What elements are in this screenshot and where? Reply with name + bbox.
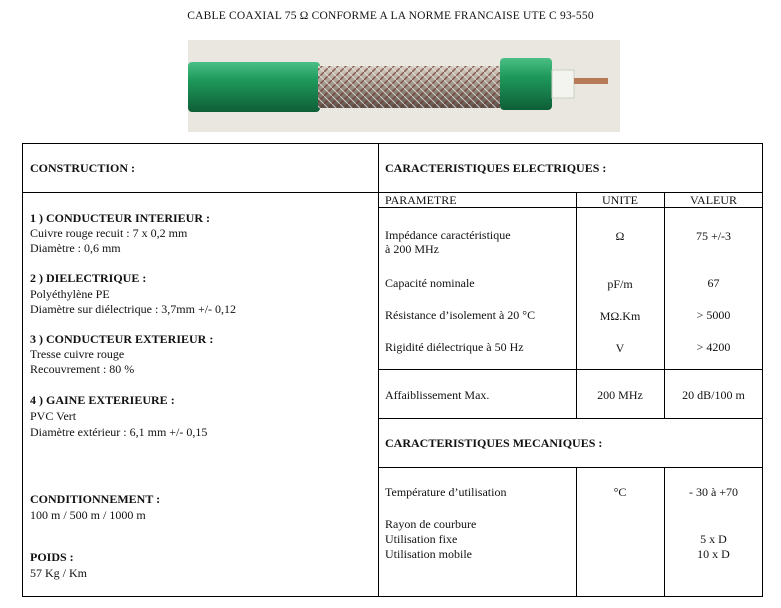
column-divider [664,192,665,418]
column-header-unit: UNITE [602,193,638,207]
row-divider [378,467,763,468]
value-cell: 10 x D [697,547,730,561]
param-cell: Rayon de courbure [385,517,477,531]
construction-heading: CONSTRUCTION : [30,161,136,175]
spec-line: Diamètre : 0,6 mm [30,241,121,255]
unit-cell: V [615,341,625,355]
section-title: 1 ) CONDUCTEUR INTERIEUR : [30,211,211,225]
section-title: 3 ) CONDUCTEUR EXTERIEUR : [30,332,214,346]
unit-cell: pF/m [607,277,633,291]
value-cell: - 30 à +70 [688,485,739,499]
spec-line: 100 m / 500 m / 1000 m [30,508,146,522]
value-cell: > 5000 [696,308,731,322]
coaxial-cable-illustration [188,40,620,132]
param-cell: à 200 MHz [385,242,439,256]
param-cell: Utilisation mobile [385,547,472,561]
param-cell: Affaiblissement Max. [385,388,490,402]
param-cell: Rigidité diélectrique à 50 Hz [385,340,524,354]
unit-cell: 200 MHz [597,388,643,402]
column-header-param: PARAMETRE [385,193,457,207]
mechanical-heading: CARACTERISTIQUES MECANIQUES : [385,436,603,450]
row-divider [378,207,763,208]
spec-line: Cuivre rouge recuit : 7 x 0,2 mm [30,226,188,240]
document-title: CABLE COAXIAL 75 Ω CONFORME A LA NORME FRANCAISE UTE C 93-550 [187,10,594,22]
section-title: 2 ) DIELECTRIQUE : [30,271,147,285]
row-divider [378,418,763,419]
value-cell: 67 [707,276,720,290]
unit-cell: MΩ.Km [599,309,641,323]
unit-cell: °C [613,485,627,499]
spec-line: Diamètre extérieur : 6,1 mm +/- 0,15 [30,425,208,439]
spec-line: Polyéthylène PE [30,287,110,301]
value-cell: 20 dB/100 m [682,388,745,402]
spec-line: Diamètre sur diélectrique : 3,7mm +/- 0,12 [30,302,237,316]
spec-line: PVC Vert [30,409,77,423]
value-cell: 5 x D [700,532,727,546]
section-title: 4 ) GAINE EXTERIEURE : [30,393,175,407]
value-cell: > 4200 [696,340,731,354]
value-cell: 75 +/-3 [695,229,732,243]
row-divider [378,369,763,370]
param-cell: Capacité nominale [385,276,475,290]
column-divider [378,143,379,597]
param-cell: Température d’utilisation [385,485,507,499]
column-header-value: VALEUR [689,193,738,207]
cable-photo [188,40,620,132]
unit-cell: Ω [615,229,625,243]
section-title: CONDITIONNEMENT : [30,492,161,506]
spec-line: 57 Kg / Km [30,566,87,580]
spec-line: Tresse cuivre rouge [30,347,125,361]
spec-line: Recouvrement : 80 % [30,362,135,376]
electrical-heading: CARACTERISTIQUES ELECTRIQUES : [385,161,607,175]
param-cell: Impédance caractéristique [385,228,511,242]
param-cell: Utilisation fixe [385,532,458,546]
section-title: POIDS : [30,550,74,564]
param-cell: Résistance d’isolement à 20 °C [385,308,536,322]
column-divider [576,192,577,418]
